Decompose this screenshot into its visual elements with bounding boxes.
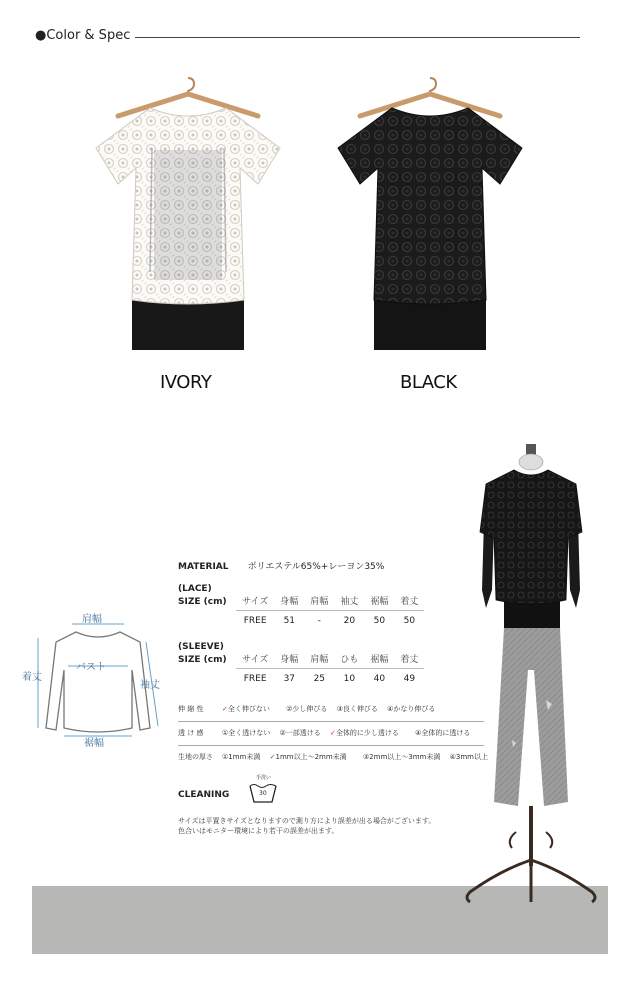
table-cell: 50 — [403, 616, 416, 626]
rating-thickness — [178, 748, 488, 766]
table-header-row — [236, 590, 424, 611]
lace-size-label — [178, 584, 238, 607]
rating-option: ③2mm以上～3mm未満 — [362, 753, 441, 761]
material-value: ポリエステル65%+レーヨン35% — [247, 562, 385, 572]
rating-option: ①全く透けない — [222, 729, 271, 737]
table-header-row — [236, 648, 424, 669]
diagram-label-length: 着丈 — [22, 672, 42, 683]
black-product-image — [330, 72, 530, 362]
rating-options — [222, 704, 442, 714]
table-cell: 10 — [343, 674, 356, 684]
section-title: ●Color & Spec — [35, 28, 131, 43]
table-header: 身幅 — [274, 590, 304, 611]
table-header: 身幅 — [274, 648, 304, 669]
table-header: 裾幅 — [364, 648, 394, 669]
diagram-label-hem: 裾幅 — [84, 738, 104, 749]
table-cell: 20 — [343, 616, 356, 626]
color-label-black: BLACK — [400, 372, 457, 393]
mannequin-photo — [456, 440, 606, 910]
divider — [178, 745, 484, 746]
rating-stretch — [178, 700, 484, 718]
rating-options — [222, 752, 495, 762]
rating-option: ②一部透ける — [279, 729, 321, 737]
check-mark-icon: ✓ — [269, 753, 276, 761]
divider — [178, 721, 484, 722]
table-header: サイズ — [236, 590, 274, 611]
table-row — [236, 611, 424, 632]
ivory-product-image — [88, 72, 288, 362]
diagram-label-bust: バスト — [76, 662, 106, 673]
wash-temperature: 30 — [259, 790, 267, 797]
check-mark-icon: ✓ — [330, 729, 336, 737]
sleeve-size-table — [236, 648, 424, 689]
lace-label-line1: (LACE) — [178, 584, 212, 594]
note-line: 色合いはモニター環境により若干の誤差が出ます。 — [178, 827, 339, 835]
material-row — [178, 554, 384, 573]
rating-sheerness — [178, 724, 484, 742]
notes — [178, 816, 498, 836]
hand-wash-text: 手洗い — [256, 775, 272, 781]
table-cell: 25 — [313, 674, 326, 684]
lace-size-table — [236, 590, 424, 631]
rating-option: ②少し伸びる — [286, 705, 328, 713]
rating-option: ✓全く伸びない — [222, 705, 270, 713]
diagram-label-sleeve: 袖丈 — [140, 680, 160, 691]
rating-option: ④かなり伸びる — [387, 705, 436, 713]
note-line: サイズは平置きサイズとなりますので測り方により誤差が出る場合がございます。 — [178, 817, 436, 825]
sleeve-label-line2: SIZE (cm) — [178, 655, 227, 665]
table-header: 肩幅 — [304, 590, 334, 611]
table-cell: 51 — [283, 616, 296, 626]
table-header: サイズ — [236, 648, 274, 669]
rating-option: ④全体的に透ける — [415, 729, 471, 737]
table-cell: FREE — [243, 674, 267, 684]
rating-label: 透 け 感 — [178, 729, 204, 737]
table-header: 着丈 — [394, 648, 424, 669]
diagram-label-shoulder: 肩幅 — [82, 614, 102, 625]
table-cell: - — [317, 616, 321, 626]
rating-options — [222, 728, 477, 738]
sleeve-size-label — [178, 642, 238, 665]
table-header: ひも — [334, 648, 364, 669]
color-label-ivory: IVORY — [160, 372, 212, 393]
rating-option: ✓1mm以上～2mm未満 — [269, 753, 347, 761]
header-divider — [135, 37, 580, 38]
table-row — [236, 669, 424, 690]
table-header: 肩幅 — [304, 648, 334, 669]
table-cell: 37 — [283, 674, 296, 684]
table-cell: 50 — [373, 616, 386, 626]
table-header: 袖丈 — [334, 590, 364, 611]
rating-option: ③良く伸びる — [336, 705, 378, 713]
rating-option: ✓全体的に少し透ける — [330, 729, 399, 737]
table-header: 裾幅 — [364, 590, 394, 611]
lace-label-line2: SIZE (cm) — [178, 597, 227, 607]
section-header — [35, 28, 580, 48]
table-cell: 40 — [373, 674, 386, 684]
sleeve-label-line1: (SLEEVE) — [178, 642, 224, 652]
rating-option: ①1mm未満 — [222, 753, 261, 761]
rating-option: ④3mm以上 — [449, 753, 488, 761]
hand-wash-icon — [248, 775, 278, 804]
table-header: 着丈 — [394, 590, 424, 611]
table-cell: FREE — [243, 616, 267, 626]
rating-label: 伸 縮 性 — [178, 705, 204, 713]
table-cell: 49 — [403, 674, 416, 684]
material-label: MATERIAL — [178, 562, 229, 572]
check-mark-icon: ✓ — [222, 705, 228, 713]
cleaning-label: CLEANING — [178, 790, 230, 800]
rating-label: 生地の厚さ — [178, 753, 213, 761]
measurement-diagram — [22, 610, 168, 750]
